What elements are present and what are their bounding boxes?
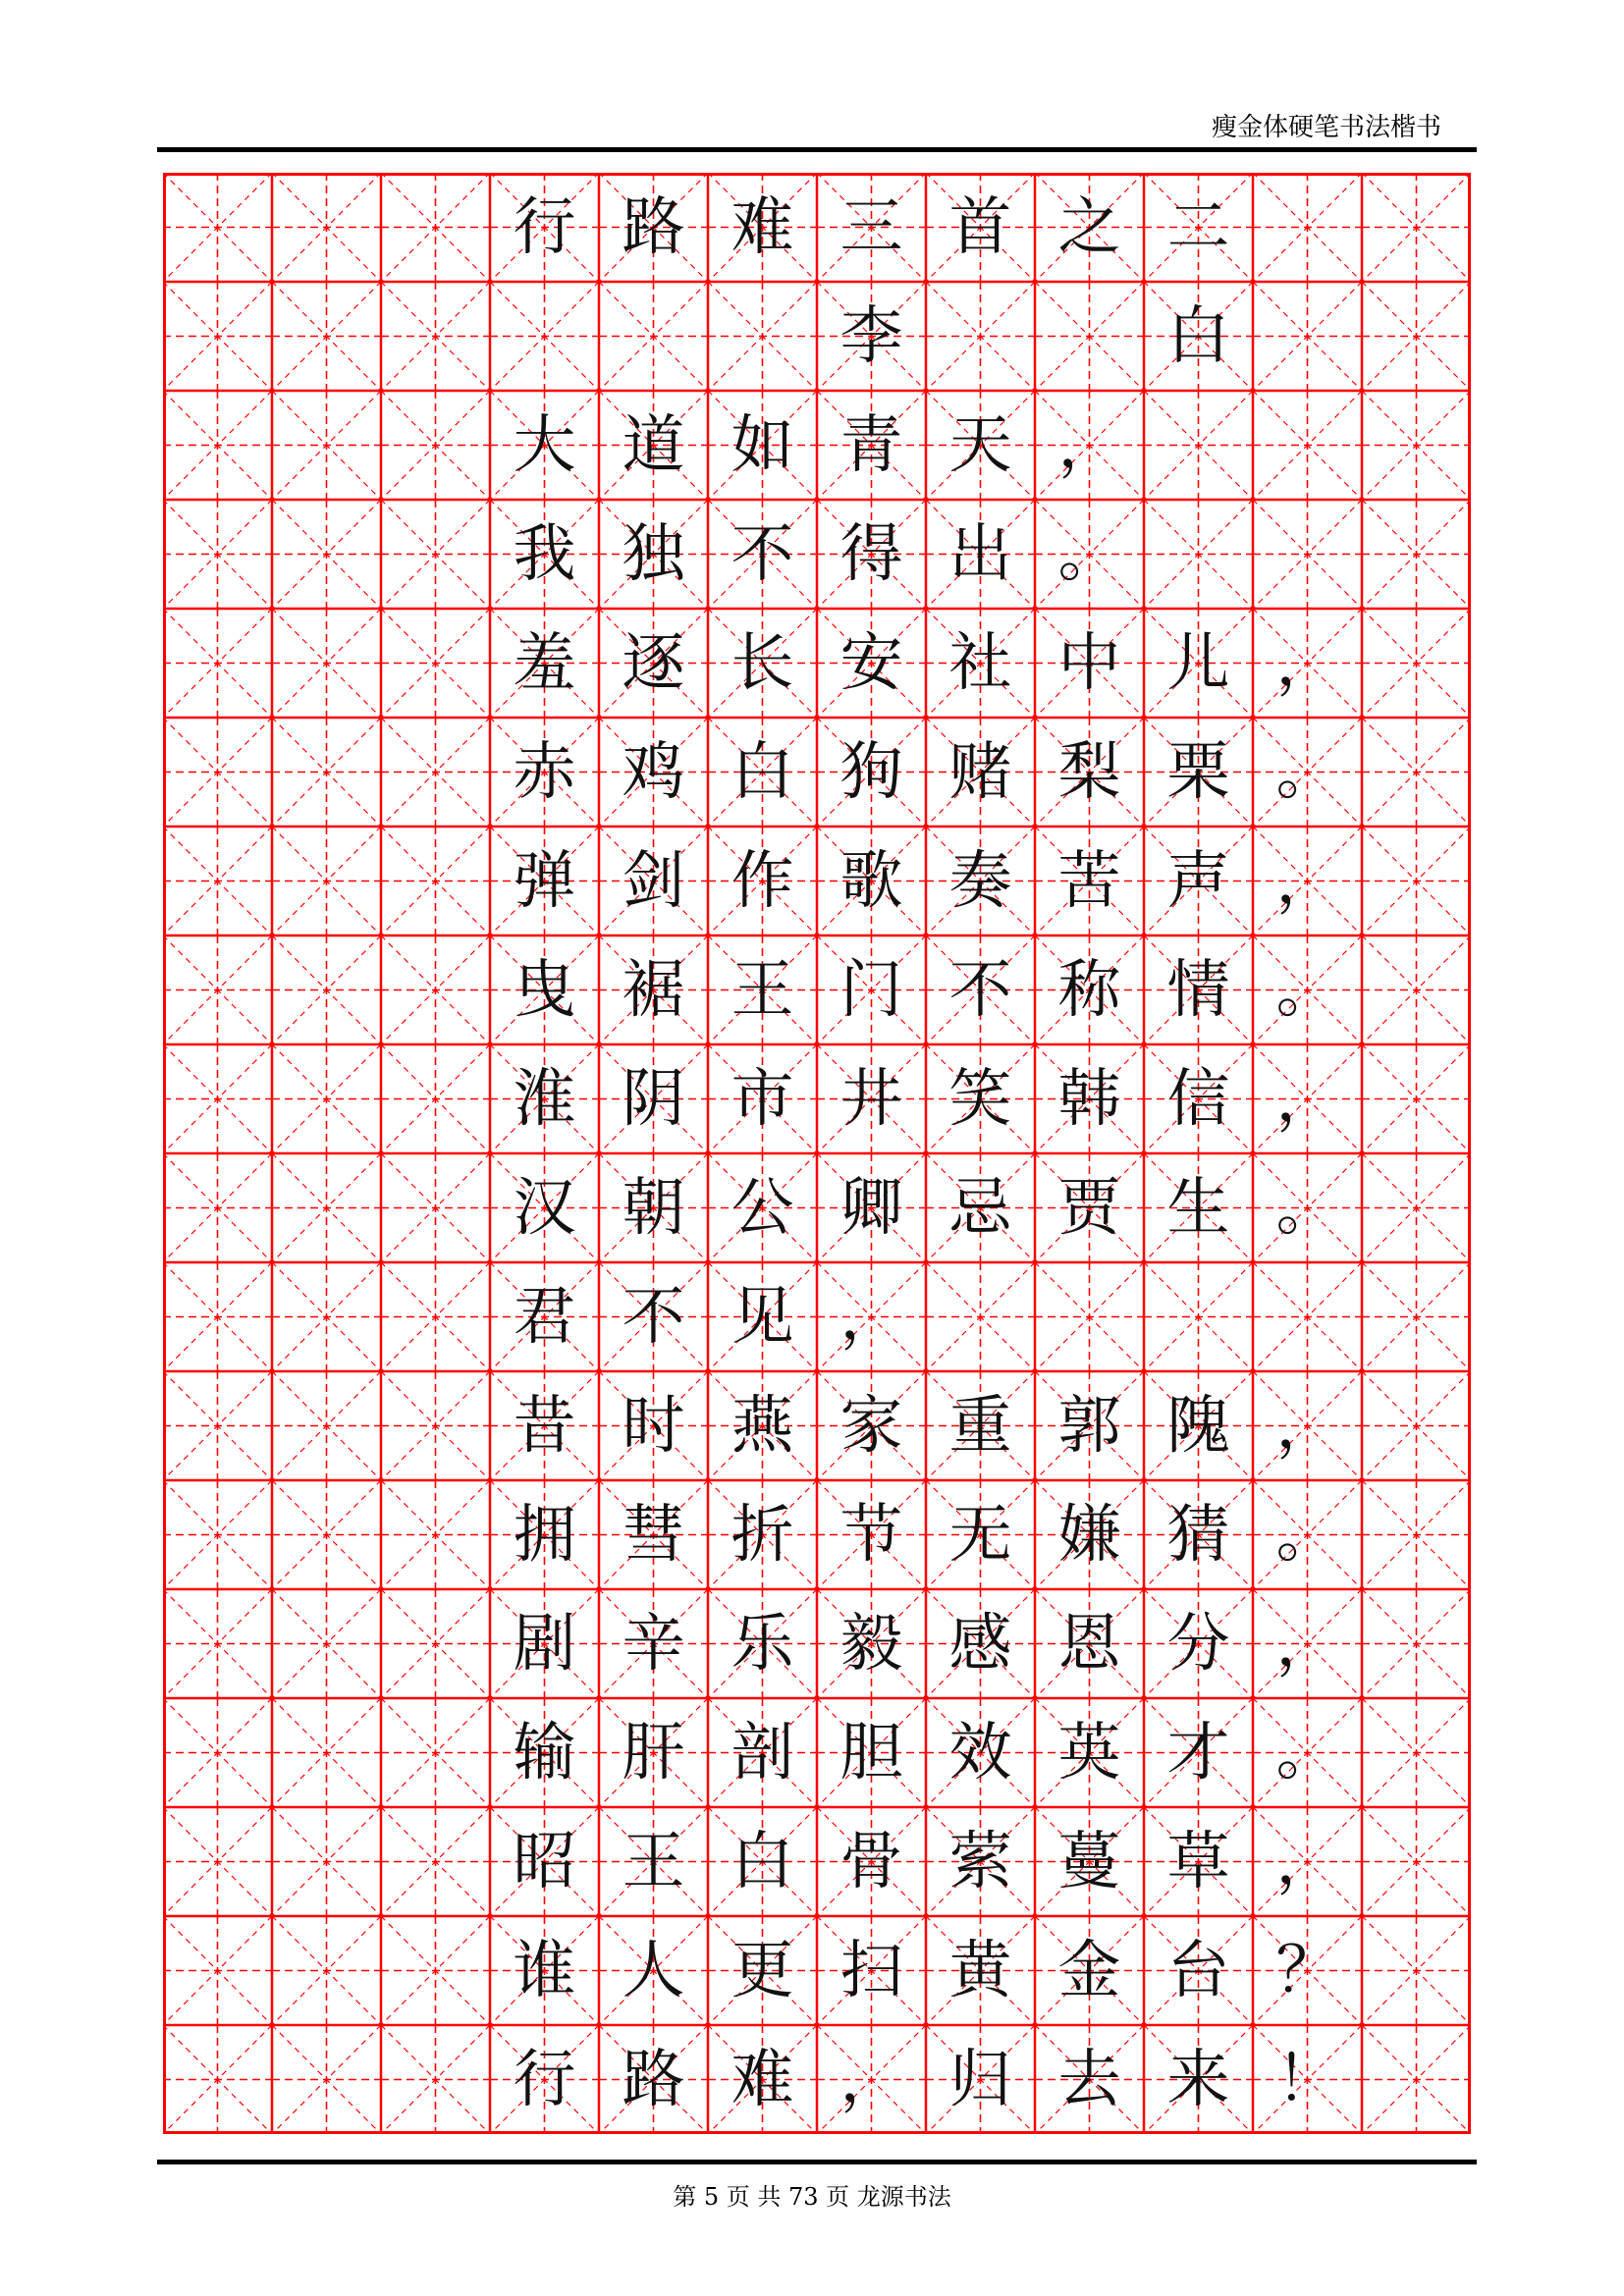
- grid-cell: ，: [1275, 1825, 1339, 1898]
- grid-cell: 笑: [948, 1062, 1012, 1136]
- grid-cell: [1362, 1480, 1471, 1589]
- grid-cell: [1144, 391, 1253, 500]
- grid-cell: [163, 391, 272, 500]
- grid-cell: 归: [948, 2043, 1012, 2116]
- header-rule: [157, 147, 1477, 152]
- grid-cell: 。: [1275, 1171, 1339, 1245]
- grid-cell: 白: [731, 735, 794, 809]
- grid-cell: 郭: [1057, 1389, 1121, 1463]
- grid-cell: [272, 935, 381, 1044]
- grid-cell: 逐: [622, 626, 685, 700]
- grid-cell: 信: [1166, 1062, 1230, 1136]
- grid-cell: [1253, 173, 1362, 282]
- grid-cell: [1362, 1371, 1471, 1480]
- grid-cell: 剧: [513, 1607, 576, 1681]
- grid-cell: 金: [1057, 1934, 1121, 2007]
- grid-cell: 来: [1166, 2043, 1230, 2116]
- grid-cell: [163, 718, 272, 827]
- grid-cell: 淮: [513, 1062, 576, 1136]
- grid-cell: [272, 1153, 381, 1262]
- grid-cell: [381, 718, 490, 827]
- grid-cell: 天: [948, 408, 1012, 482]
- grid-cell: 剑: [622, 844, 685, 918]
- grid-cell: [381, 1371, 490, 1480]
- grid-cell: [272, 1044, 381, 1153]
- grid-cell: 狗: [839, 735, 903, 809]
- grid-cell: 青: [839, 408, 903, 482]
- grid-cell: 感: [948, 1607, 1012, 1681]
- grid-cell: [1362, 2025, 1471, 2134]
- grid-cell: 大: [513, 408, 576, 482]
- grid-cell: [163, 935, 272, 1044]
- grid-cell: 独: [622, 517, 685, 591]
- grid-cell: [272, 1916, 381, 2025]
- grid-cell: [1362, 827, 1471, 935]
- grid-cell: 安: [839, 626, 903, 700]
- grid-cell: [1362, 609, 1471, 718]
- grid-cell: ，: [1275, 844, 1339, 918]
- grid-cell: ，: [1057, 408, 1121, 482]
- grid-cell: [163, 173, 272, 282]
- grid-cell: 。: [1275, 735, 1339, 809]
- grid-cell: 梨: [1057, 735, 1121, 809]
- grid-cell: [1253, 391, 1362, 500]
- grid-cell: [1362, 1153, 1471, 1262]
- grid-cell: 才: [1166, 1716, 1230, 1789]
- grid-cell: [381, 935, 490, 1044]
- grid-cell: [1362, 391, 1471, 500]
- grid-cell: [1362, 1916, 1471, 2025]
- grid-cell: 曳: [513, 953, 576, 1027]
- grid-cell: [163, 1916, 272, 2025]
- grid-cell: [381, 1589, 490, 1698]
- grid-cell: ，: [1275, 1389, 1339, 1463]
- grid-cell: 井: [839, 1062, 903, 1136]
- grid-cell: ，: [839, 1280, 903, 1354]
- grid-cell: [272, 1589, 381, 1698]
- grid-cell: [381, 1044, 490, 1153]
- grid-cell: 谁: [513, 1934, 576, 2007]
- grid-cell: 更: [731, 1934, 794, 2007]
- grid-cell: [708, 282, 817, 391]
- grid-cell: 阴: [622, 1062, 685, 1136]
- grid-cell: [272, 1480, 381, 1589]
- grid-cell: 声: [1166, 844, 1230, 918]
- grid-cell: 彗: [622, 1498, 685, 1572]
- grid-cell: [272, 1371, 381, 1480]
- grid-cell: 节: [839, 1498, 903, 1572]
- grid-cell: 。: [1275, 1498, 1339, 1572]
- grid-cell: [381, 500, 490, 609]
- grid-cell: 恩: [1057, 1607, 1121, 1681]
- grid-cell: [272, 609, 381, 718]
- grid-cell: [163, 1698, 272, 1807]
- grid-cell: 李: [839, 299, 903, 373]
- grid-cell: 弹: [513, 844, 576, 918]
- grid-cell: 羞: [513, 626, 576, 700]
- grid-cell: 作: [731, 844, 794, 918]
- grid-cell: [926, 1262, 1035, 1371]
- grid-cell: [272, 1698, 381, 1807]
- grid-cell: 忌: [948, 1171, 1012, 1245]
- grid-cell: 昔: [513, 1389, 576, 1463]
- grid-cell: 道: [622, 408, 685, 482]
- grid-cell: 难: [731, 190, 794, 264]
- grid-cell: 首: [948, 190, 1012, 264]
- grid-cell: 折: [731, 1498, 794, 1572]
- grid-cell: [1362, 1589, 1471, 1698]
- grid-cell: 苦: [1057, 844, 1121, 918]
- grid-cell: [1362, 173, 1471, 282]
- grid-cell: 拥: [513, 1498, 576, 1572]
- grid-cell: 时: [622, 1389, 685, 1463]
- grid-cell: 中: [1057, 626, 1121, 700]
- grid-cell: 情: [1166, 953, 1230, 1027]
- grid-cell: [1253, 500, 1362, 609]
- grid-cell: 不: [948, 953, 1012, 1027]
- grid-cell: [381, 1262, 490, 1371]
- grid-cell: [1362, 1807, 1471, 1916]
- grid-cell: 二: [1166, 190, 1230, 264]
- grid-cell: 长: [731, 626, 794, 700]
- grid-cell: 隗: [1166, 1389, 1230, 1463]
- grid-cell: 黄: [948, 1934, 1012, 2007]
- grid-cell: [272, 282, 381, 391]
- grid-cell: [1144, 1262, 1253, 1371]
- grid-cell: ，: [1275, 626, 1339, 700]
- grid-cell: 三: [839, 190, 903, 264]
- grid-cell: 赌: [948, 735, 1012, 809]
- grid-cell: [1253, 1262, 1362, 1371]
- grid-cell: 家: [839, 1389, 903, 1463]
- grid-cell: [381, 1153, 490, 1262]
- grid-cell: [1362, 500, 1471, 609]
- grid-cell: [163, 1807, 272, 1916]
- grid-cell: ，: [1275, 1062, 1339, 1136]
- grid-cell: 出: [948, 517, 1012, 591]
- grid-cell: 昭: [513, 1825, 576, 1898]
- grid-cell: 君: [513, 1280, 576, 1354]
- grid-cell: 见: [731, 1280, 794, 1354]
- grid-cell: ！: [1275, 2043, 1339, 2116]
- grid-cell: 儿: [1166, 626, 1230, 700]
- grid-cell: 称: [1057, 953, 1121, 1027]
- grid-cell: 毅: [839, 1607, 903, 1681]
- grid-cell: ，: [839, 2043, 903, 2116]
- grid-cell: 行: [513, 2043, 576, 2116]
- grid-cell: [163, 1044, 272, 1153]
- grid-cell: [163, 1589, 272, 1698]
- grid-cell: 路: [622, 190, 685, 264]
- grid-cell: [381, 1698, 490, 1807]
- grid-cell: 王: [731, 953, 794, 1027]
- grid-cell: 蔓: [1057, 1825, 1121, 1898]
- grid-cell: 效: [948, 1716, 1012, 1789]
- grid-cell: ？: [1275, 1934, 1339, 2007]
- grid-cell: 。: [1057, 517, 1121, 591]
- grid-cell: 辛: [622, 1607, 685, 1681]
- grid-cell: [1362, 1698, 1471, 1807]
- grid-cell: 如: [731, 408, 794, 482]
- grid-cell: 草: [1166, 1825, 1230, 1898]
- grid-cell: 韩: [1057, 1062, 1121, 1136]
- grid-cell: 歌: [839, 844, 903, 918]
- grid-cell: [926, 282, 1035, 391]
- grid-cell: 贾: [1057, 1171, 1121, 1245]
- grid-cell: 萦: [948, 1825, 1012, 1898]
- grid-cell: 市: [731, 1062, 794, 1136]
- grid-cell: [272, 391, 381, 500]
- grid-cell: 难: [731, 2043, 794, 2116]
- grid-cell: [163, 827, 272, 935]
- grid-cell: [163, 282, 272, 391]
- grid-cell: [381, 173, 490, 282]
- grid-cell: 不: [622, 1280, 685, 1354]
- grid-cell: [272, 2025, 381, 2134]
- grid-cell: 肝: [622, 1716, 685, 1789]
- grid-cell: [1362, 1044, 1471, 1153]
- grid-cell: 社: [948, 626, 1012, 700]
- grid-cell: 人: [622, 1934, 685, 2007]
- grid-cell: [272, 500, 381, 609]
- grid-cell: [599, 282, 708, 391]
- grid-cell: 生: [1166, 1171, 1230, 1245]
- grid-cell: 汉: [513, 1171, 576, 1245]
- grid-cell: [381, 1480, 490, 1589]
- grid-cell: [272, 718, 381, 827]
- grid-cell: [381, 1807, 490, 1916]
- grid-cell: 奏: [948, 844, 1012, 918]
- grid-cell: 不: [731, 517, 794, 591]
- grid-cell: [163, 1480, 272, 1589]
- grid-cell: 骨: [839, 1825, 903, 1898]
- grid-cell: [163, 1262, 272, 1371]
- grid-cell: [1035, 282, 1144, 391]
- grid-cell: 分: [1166, 1607, 1230, 1681]
- grid-cell: 重: [948, 1389, 1012, 1463]
- grid-cell: [381, 1916, 490, 2025]
- grid-cell: 之: [1057, 190, 1121, 264]
- grid-cell: 燕: [731, 1389, 794, 1463]
- grid-cell: [1362, 718, 1471, 827]
- grid-cell: [381, 2025, 490, 2134]
- grid-cell: 得: [839, 517, 903, 591]
- grid-cell: 白: [731, 1825, 794, 1898]
- grid-cell: [272, 1262, 381, 1371]
- grid-cell: [1362, 1262, 1471, 1371]
- grid-cell: [272, 827, 381, 935]
- grid-cell: [163, 1153, 272, 1262]
- grid-cell: 王: [622, 1825, 685, 1898]
- grid-cell: [1362, 935, 1471, 1044]
- grid-cell: [381, 609, 490, 718]
- grid-cell: 鸡: [622, 735, 685, 809]
- grid-cell: 我: [513, 517, 576, 591]
- grid-cell: 。: [1275, 953, 1339, 1027]
- grid-cell: 栗: [1166, 735, 1230, 809]
- grid-cell: 白: [1166, 299, 1230, 373]
- grid-cell: 朝: [622, 1171, 685, 1245]
- calligraphy-grid: [163, 173, 1471, 2134]
- grid-cell: 裾: [622, 953, 685, 1027]
- grid-cell: [381, 827, 490, 935]
- page-header-title: 瘦金体硬笔书法楷书: [1211, 113, 1441, 142]
- grid-cell: ，: [1275, 1607, 1339, 1681]
- grid-cell: [163, 2025, 272, 2134]
- grid-cell: 猜: [1166, 1498, 1230, 1572]
- grid-cell: [163, 500, 272, 609]
- grid-cell: 去: [1057, 2043, 1121, 2116]
- page-footer: 第 5 页 共 73 页 龙源书法: [673, 2183, 951, 2211]
- grid-cell: 乐: [731, 1607, 794, 1681]
- grid-cell: 门: [839, 953, 903, 1027]
- grid-cell: 卿: [839, 1171, 903, 1245]
- grid-cell: 赤: [513, 735, 576, 809]
- grid-cell: [381, 391, 490, 500]
- grid-cell: [1362, 282, 1471, 391]
- grid-cell: [163, 609, 272, 718]
- grid-cell: 剖: [731, 1716, 794, 1789]
- footer-rule: [157, 2160, 1477, 2164]
- grid-cell: 路: [622, 2043, 685, 2116]
- grid-cell: 台: [1166, 1934, 1230, 2007]
- grid-cell: 公: [731, 1171, 794, 1245]
- grid-cell: 行: [513, 190, 576, 264]
- grid-cell: 输: [513, 1716, 576, 1789]
- grid-cell: 胆: [839, 1716, 903, 1789]
- grid-cell: 。: [1275, 1716, 1339, 1789]
- grid-cell: 嫌: [1057, 1498, 1121, 1572]
- grid-cell: 扫: [839, 1934, 903, 2007]
- grid-cell: [1035, 1262, 1144, 1371]
- character-cells: [163, 173, 1471, 2134]
- grid-cell: 英: [1057, 1716, 1121, 1789]
- grid-cell: [163, 1371, 272, 1480]
- grid-cell: [1253, 282, 1362, 391]
- grid-cell: [1144, 500, 1253, 609]
- grid-cell: [490, 282, 599, 391]
- grid-cell: 无: [948, 1498, 1012, 1572]
- grid-cell: [272, 173, 381, 282]
- grid-cell: [272, 1807, 381, 1916]
- grid-cell: [381, 282, 490, 391]
